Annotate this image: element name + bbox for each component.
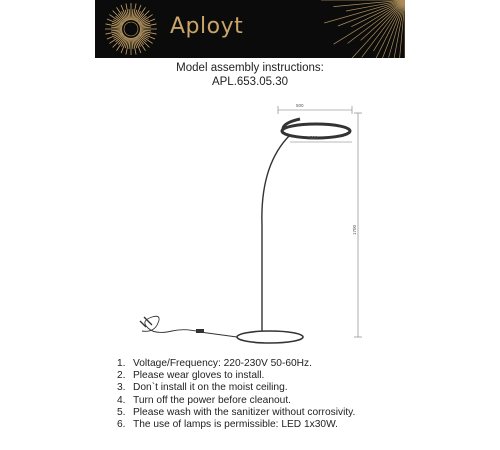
instructions-list (117, 358, 355, 431)
lamp-drawing (100, 95, 400, 355)
list-item: 2. Please wear gloves to install. (117, 370, 265, 382)
lamp-stem (262, 135, 290, 333)
page-title: Model assembly instructions: (176, 62, 324, 74)
top-dimension-label: 500 (296, 103, 304, 108)
cable-switch (196, 329, 204, 333)
sun-logo-icon (103, 2, 159, 56)
list-item: 1. Voltage/Frequency: 220-230V 50-60Hz. (117, 358, 312, 369)
model-number: APL.653.05.30 (211, 76, 289, 88)
lamp-base (237, 331, 303, 343)
list-item: 5. Please wash with the sanitizer without corrosivity. (117, 406, 356, 418)
brand-banner (95, 0, 405, 58)
power-cable (142, 316, 237, 337)
brand-name: Aployt (170, 14, 244, 39)
list-item: 4. Turn off the power before cleanout. (117, 394, 292, 406)
height-dimension-label: 1700 (352, 224, 357, 235)
list-item: 3. Don`t install it on the moist ceiling. (117, 382, 288, 394)
decorative-rays-icon (315, 0, 405, 58)
ring-dimension-label: 300 (310, 135, 318, 140)
list-item: 6. The use of lamps is permissible: LED 1x30W. (117, 419, 338, 431)
